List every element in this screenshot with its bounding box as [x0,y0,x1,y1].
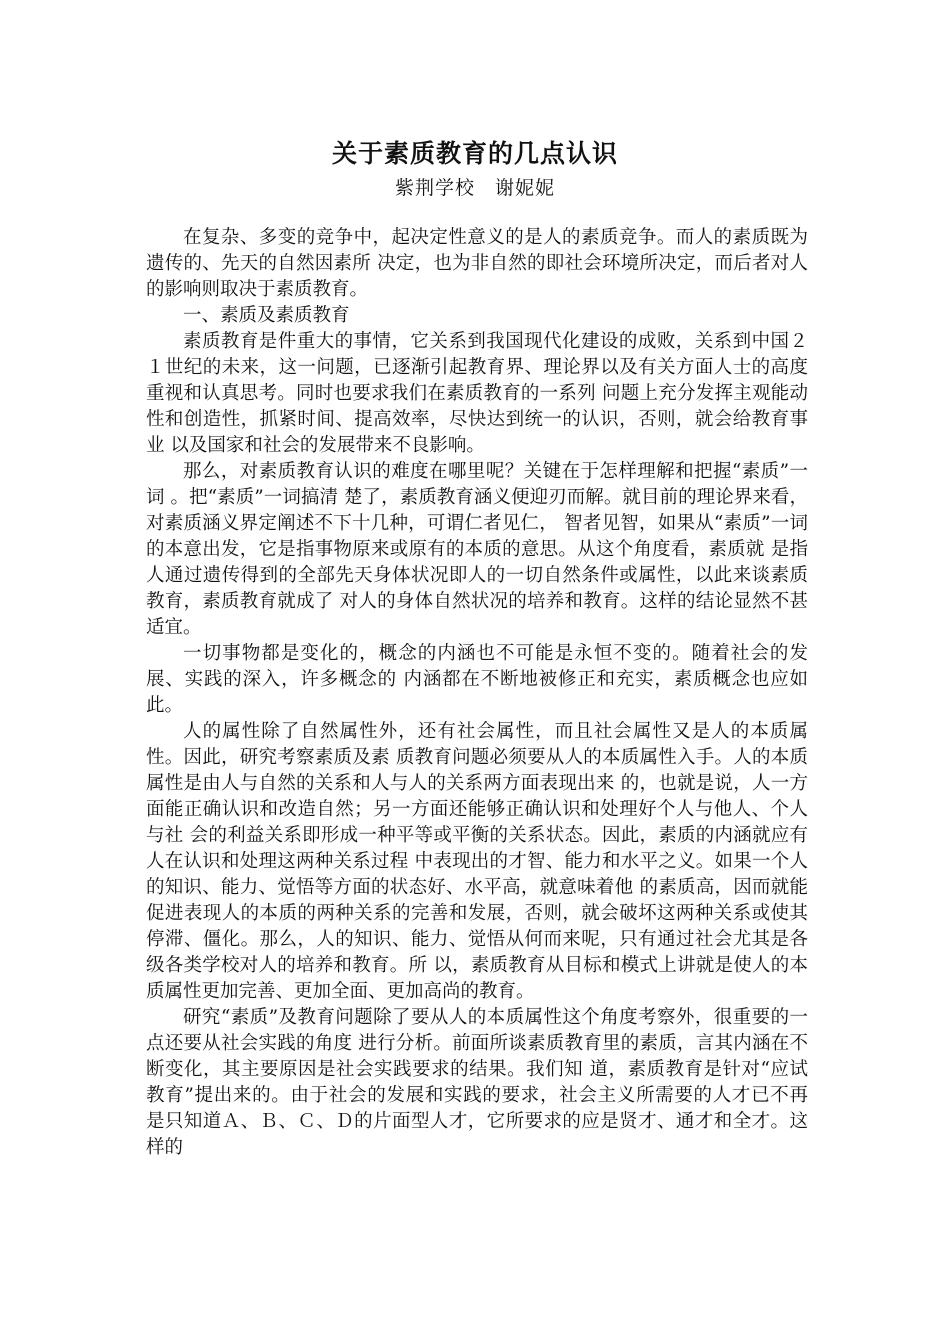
document-body [146,225,808,1161]
paragraph: 人的属性除了自然属性外，还有社会属性，而且社会属性又是人的本质属性。因此，研究考察素质及素 质教育问题必须要从人的本质属性入手。人的本质属性是由人与自然的关系和人与人的关系两方面表现出来 的，也就是说，人一方面能正确认识和改造自然；另一方面还能够正确认识和处理好个人与他人、个人与社 会的利益关系即形成一种平等或平衡的关系状态。因此，素质的内涵就应有人在认识和处理这两种关系过程 中表现出的才智、能力和水平之义。如果一个人的知识、能力、觉悟等方面的状态好、水平高，就意味着他 的素质高，因而就能促进表现人的本质的两种关系的完善和发展，否则，就会破坏这两种关系或使其停滞、僵化。那么，人的知识、能力、觉悟从何而来呢，只有通过社会尤其是各级各类学校对人的培养和教育。所 以，素质教育从目标和模式上讲就是使人的本质属性更加完善、更加全面、更加高尚的教育。 [146,721,808,1002]
document-title: 关于素质教育的几点认识 [331,139,618,168]
paragraph-intro: 在复杂、多变的竞争中，起决定性意义的是人的素质竞争。而人的素质既为遗传的、先天的自然因素所 决定，也为非自然的即社会环境所决定，而后者对人的影响则取决于素质教育。 [146,227,808,300]
paragraph: 研究“素质”及教育问题除了要从人的本质属性这个角度考察外，很重要的一点还要从社会实践的角度 进行分析。前面所谈素质教育里的素质，言其内涵在不断变化，其主要原因是社会实践要求的结果。我们知 道，素质教育是针对“应试教育”提出来的。由于社会的发展和实践的要求，社会主义所需要的人才已不再 是只知道Ａ、Ｂ、Ｃ、Ｄ的片面型人才，它所要求的应是贤才、通才和全才。这样的 [146,1007,808,1158]
paragraph: 那么，对素质教育认识的难度在哪里呢？关键在于怎样理解和把握“素质”一词 。把“素质”一词搞清 楚了，素质教育涵义便迎刃而解。就目前的理论界来看，对素质涵义界定阐述不下十几种，可谓仁者见仁， 智者见智，如果从“素质”一词的本意出发，它是指事物原来或原有的本质的意思。从这个角度看，素质就 是指人通过遗传得到的全部先天身体状况即人的一切自然条件或属性，以此来谈素质教育，素质教育就成了 对人的身体自然状况的培养和教育。这样的结论显然不甚适宜。 [146,461,808,638]
author-line: 紫荆学校 谢妮妮 [394,177,555,199]
paragraph: 素质教育是件重大的事情，它关系到我国现代化建设的成败，关系到中国２１世纪的未来，这一问题，已逐渐引起教育界、理论界以及有关方面人士的高度重视和认真思考。同时也要求我们在素质教育的一系列 问题上充分发挥主观能动性和创造性，抓紧时间、提高效率，尽快达到统一的认识，否则，就会给教育事业 以及国家和社会的发展带来不良影响。 [146,331,808,456]
paragraph: 一切事物都是变化的，概念的内涵也不可能是永恒不变的。随着社会的发展、实践的深入，许多概念的 内涵都在不断地被修正和充实，素质概念也应如此。 [146,643,808,716]
section-heading: 一、素质及素质教育 [183,305,350,326]
